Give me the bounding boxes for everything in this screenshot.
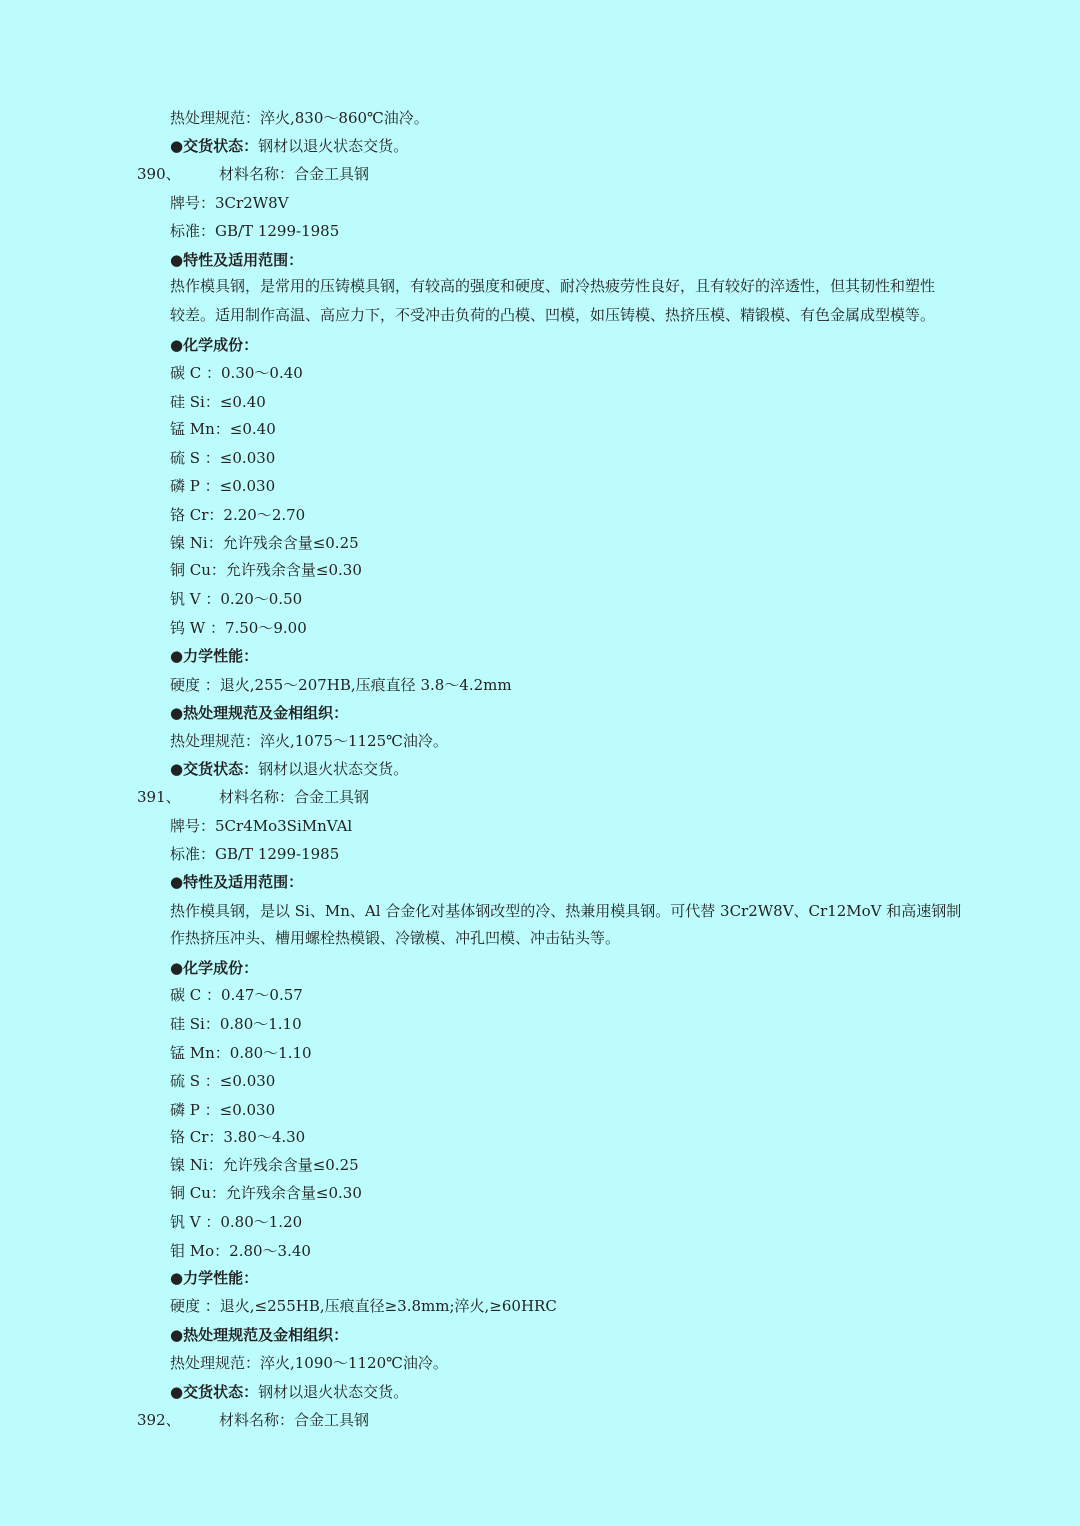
mechanical-heading: ●力学性能： [170, 1269, 259, 1287]
grade: 牌号：5Cr4Mo3SiMnVAl [170, 817, 353, 835]
chemistry-item: 钼 Mo：2.80～3.40 [170, 1242, 311, 1260]
chemistry-item: 锰 Mn：≤0.40 [170, 420, 276, 438]
feature-heading: ●特性及适用范围： [170, 873, 304, 891]
mechanical-heading: ●力学性能： [170, 647, 259, 665]
chemistry-item: 锰 Mn：0.80～1.10 [170, 1044, 312, 1062]
delivery-value: 钢材以退火状态交货。 [258, 760, 409, 778]
chemistry-item: 钨 W ：7.50～9.00 [170, 619, 307, 637]
chemistry-item: 钒 V ：0.80～1.20 [170, 1213, 303, 1231]
delivery-state [170, 1382, 408, 1402]
chemistry-item: 镍 Ni：允许残余含量≤0.25 [170, 534, 359, 552]
delivery-value: 钢材以退火状态交货。 [258, 1383, 409, 1401]
heat-treatment-spec: 热处理规范：淬火,1075～1125℃油冷。 [170, 732, 448, 750]
entry-number: 391、 [137, 788, 181, 806]
delivery-heading: ●交货状态： [170, 137, 259, 155]
feature-heading: ●特性及适用范围： [170, 251, 304, 269]
feature-text-line: 热作模具钢，是以 Si、Mn、Al 合金化对基体钢改型的冷、热兼用模具钢。可代替 3Cr2W8V、Cr12MoV 和高速钢制 [170, 902, 962, 920]
feature-text-line: 热作模具钢，是常用的压铸模具钢，有较高的强度和硬度、耐冷热疲劳性良好，且有较好的淬透性，但其韧性和塑性 [170, 277, 936, 295]
heat-treatment-spec: 热处理规范：淬火,830～860℃油冷。 [170, 109, 429, 127]
feature-text-line: 较差。适用制作高温、高应力下，不受冲击负荷的凸模、凹模，如压铸模、热挤压模、精锻模、有色金属成型模等。 [170, 306, 936, 324]
chemistry-item: 铜 Cu：允许残余含量≤0.30 [170, 1184, 362, 1202]
standard: 标准：GB/T 1299-1985 [170, 845, 340, 863]
chemistry-item: 硅 Si：0.80～1.10 [170, 1015, 302, 1033]
chemistry-item: 镍 Ni：允许残余含量≤0.25 [170, 1156, 359, 1174]
chemistry-item: 磷 P ：≤0.030 [170, 477, 276, 495]
standard: 标准：GB/T 1299-1985 [170, 222, 340, 240]
delivery-state [170, 759, 408, 779]
delivery-state [170, 136, 408, 156]
entry-number: 390、 [137, 165, 181, 183]
grade: 牌号：3Cr2W8V [170, 194, 289, 212]
chemistry-heading: ●化学成份： [170, 959, 259, 977]
entry-number: 392、 [137, 1411, 181, 1429]
heat-treatment-heading: ●热处理规范及金相组织： [170, 1326, 349, 1344]
chemistry-item: 铬 Cr：3.80～4.30 [170, 1128, 306, 1146]
feature-text-line: 作热挤压冲头、槽用螺栓热模锻、冷镦模、冲孔凹模、冲击钻头等。 [170, 929, 621, 947]
delivery-heading: ●交货状态： [170, 1383, 259, 1401]
chemistry-item: 磷 P ：≤0.030 [170, 1101, 276, 1119]
chemistry-item: 铬 Cr：2.20～2.70 [170, 506, 306, 524]
hardness: 硬度 ：退火,≤255HB,压痕直径≥3.8mm;淬火,≥60HRC [170, 1297, 557, 1315]
chemistry-item: 钒 V ：0.20～0.50 [170, 590, 303, 608]
chemistry-item: 铜 Cu：允许残余含量≤0.30 [170, 561, 362, 579]
material-name: 材料名称：合金工具钢 [219, 1411, 370, 1429]
delivery-heading: ●交货状态： [170, 760, 259, 778]
chemistry-heading: ●化学成份： [170, 336, 259, 354]
material-name: 材料名称：合金工具钢 [219, 788, 370, 806]
chemistry-item: 碳 C ：0.30～0.40 [170, 364, 303, 382]
material-name: 材料名称：合金工具钢 [219, 165, 370, 183]
chemistry-item: 硫 S ：≤0.030 [170, 1072, 276, 1090]
chemistry-item: 硅 Si：≤0.40 [170, 393, 266, 411]
chemistry-item: 硫 S ：≤0.030 [170, 449, 276, 467]
heat-treatment-heading: ●热处理规范及金相组织： [170, 704, 349, 722]
hardness: 硬度 ：退火,255～207HB,压痕直径 3.8～4.2mm [170, 676, 512, 694]
delivery-value: 钢材以退火状态交货。 [258, 137, 409, 155]
chemistry-item: 碳 C ：0.47～0.57 [170, 986, 303, 1004]
heat-treatment-spec: 热处理规范：淬火,1090～1120℃油冷。 [170, 1354, 448, 1372]
